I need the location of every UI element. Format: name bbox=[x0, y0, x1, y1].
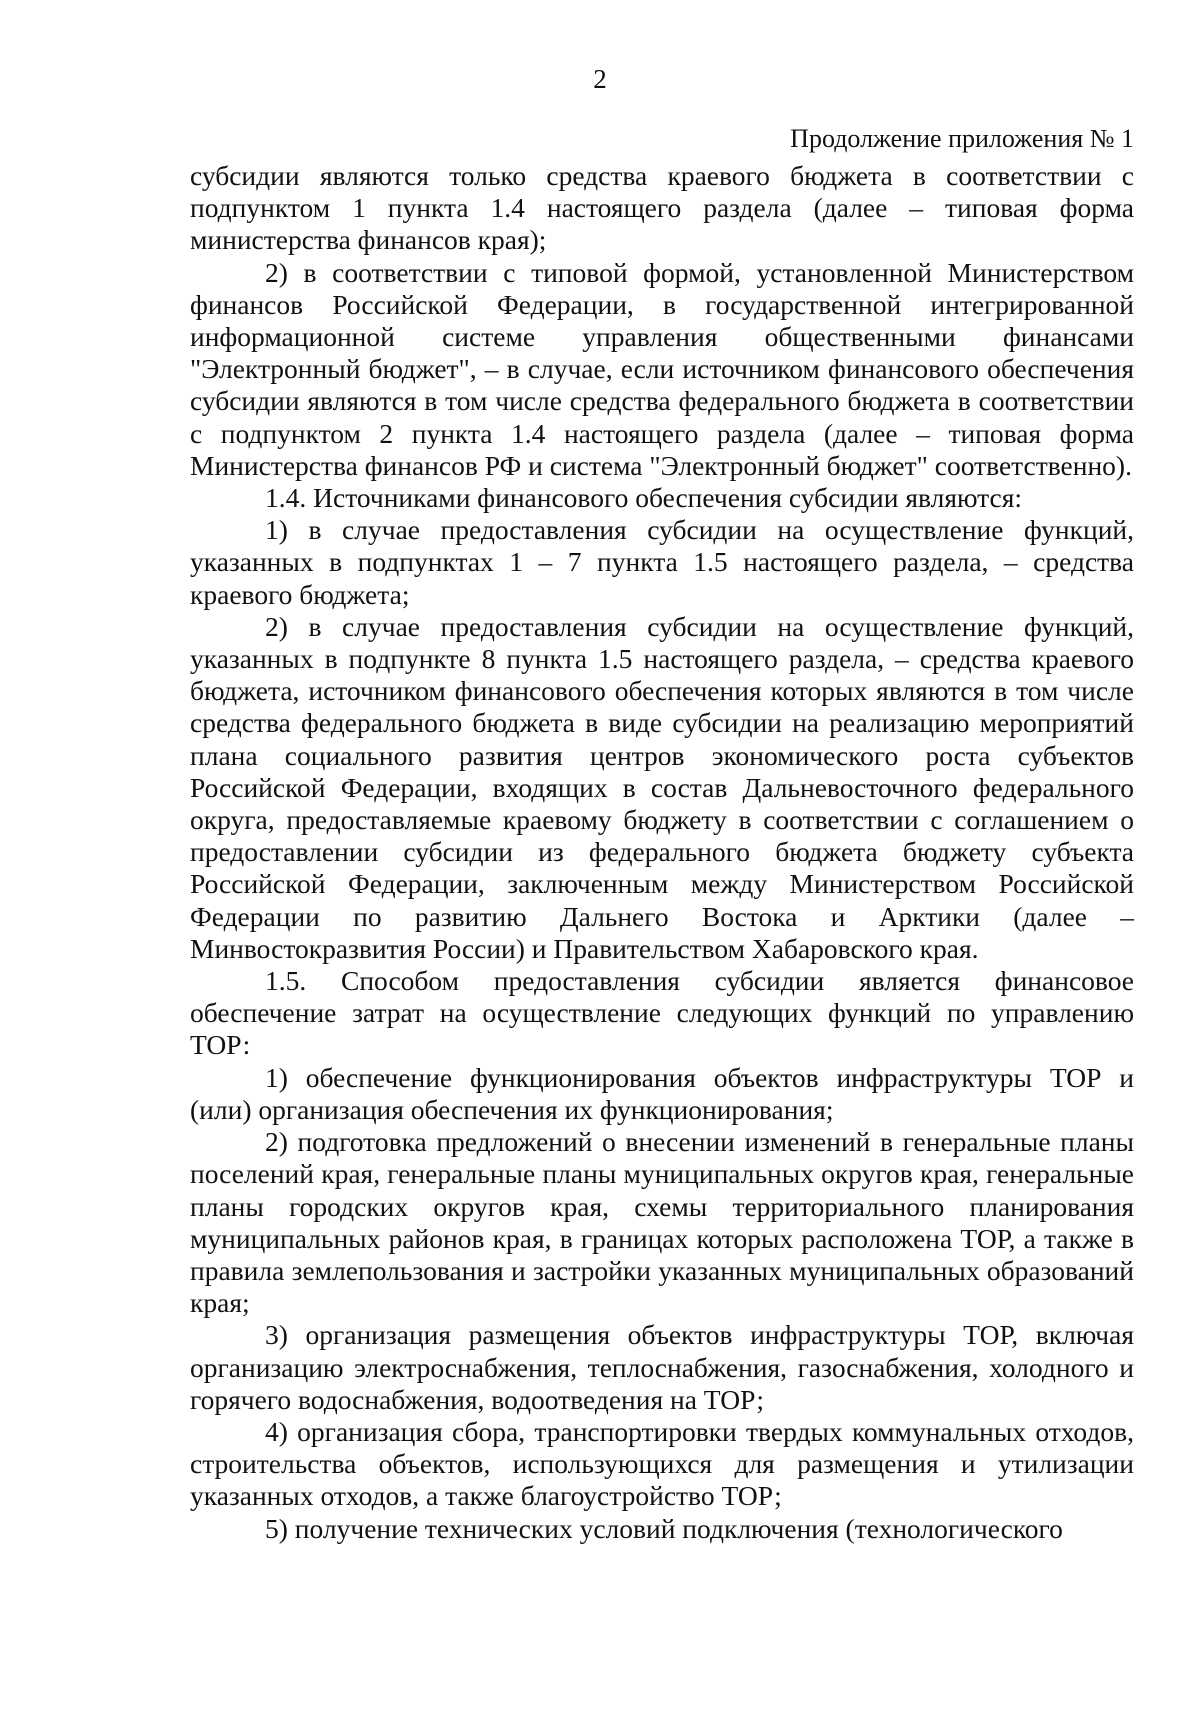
paragraph: 5) получение технических условий подключения (технологического bbox=[265, 1512, 1063, 1544]
paragraph: 1.4. Источниками финансового обеспечения субсидии являются: bbox=[265, 482, 1023, 514]
paragraph: 2) в соответствии с типовой формой, установленной Министерством финансов Российской Федерации, в государственной интегрированной информационной системе управления общественными финансами "Электронный бюджет", – в случае, если источником финансового обеспечения субсидии являются в том числе средства федерального бюджета в соответствии с подпунктом 2 пункта 1.4 настоящего раздела (далее – типовая форма Министерства финансов РФ и система "Электронный бюджет" соответственно). bbox=[190, 256, 1134, 481]
paragraph: 2) подготовка предложений о внесении изменений в генеральные планы поселений края, генеральные планы муниципальных округов края, генеральные планы городских округов края, схемы территориального планирования муниципальных районов края, в границах которых расположена ТОР, а также в правила землепользования и застройки указанных муниципальных образований края; bbox=[190, 1126, 1134, 1319]
paragraph: 3) организация размещения объектов инфраструктуры ТОР, включая организацию электроснабжения, теплоснабжения, газоснабжения, холодного и горячего водоснабжения, водоотведения на ТОР; bbox=[190, 1319, 1134, 1415]
appendix-continuation-note: Продолжение приложения № 1 bbox=[790, 124, 1134, 153]
paragraph: 1.5. Способом предоставления субсидии является финансовое обеспечение затрат на осуществление следующих функций по управлению ТОР: bbox=[190, 965, 1134, 1061]
paragraph: 1) обеспечение функционирования объектов инфраструктуры ТОР и (или) организация обеспечения их функционирования; bbox=[190, 1061, 1134, 1125]
paragraph: 4) организация сбора, транспортировки твердых коммунальных отходов, строительства объектов, использующихся для размещения и утилизации указанных отходов, а также благоустройство ТОР; bbox=[190, 1415, 1134, 1512]
paragraph: 1) в случае предоставления субсидии на осуществление функций, указанных в подпунктах 1 – 7 пункта 1.5 настоящего раздела, – средства краевого бюджета; bbox=[190, 514, 1134, 610]
document-body bbox=[190, 160, 1134, 1545]
paragraph: 2) в случае предоставления субсидии на осуществление функций, указанных в подпункте 8 пункта 1.5 настоящего раздела, – средства краевого бюджета, источником финансового обеспечения которых являются в том числе средства федерального бюджета в виде субсидии на реализацию мероприятий плана социального развития центров экономического роста субъектов Российской Федерации, входящих в состав Дальневосточного федерального округа, предоставляемые краевому бюджету в соответствии с соглашением о предоставлении субсидии из федерального бюджета бюджету субъекта Российской Федерации, заключенным между Министерством Российской Федерации по развитию Дальнего Востока и Арктики (далее – Минвостокразвития России) и Правительством Хабаровского края. bbox=[190, 610, 1134, 964]
page-number: 2 bbox=[593, 64, 607, 94]
paragraph: субсидии являются только средства краевого бюджета в соответствии с подпунктом 1 пункта 1.4 настоящего раздела (далее – типовая форма министерства финансов края); bbox=[190, 160, 1134, 256]
